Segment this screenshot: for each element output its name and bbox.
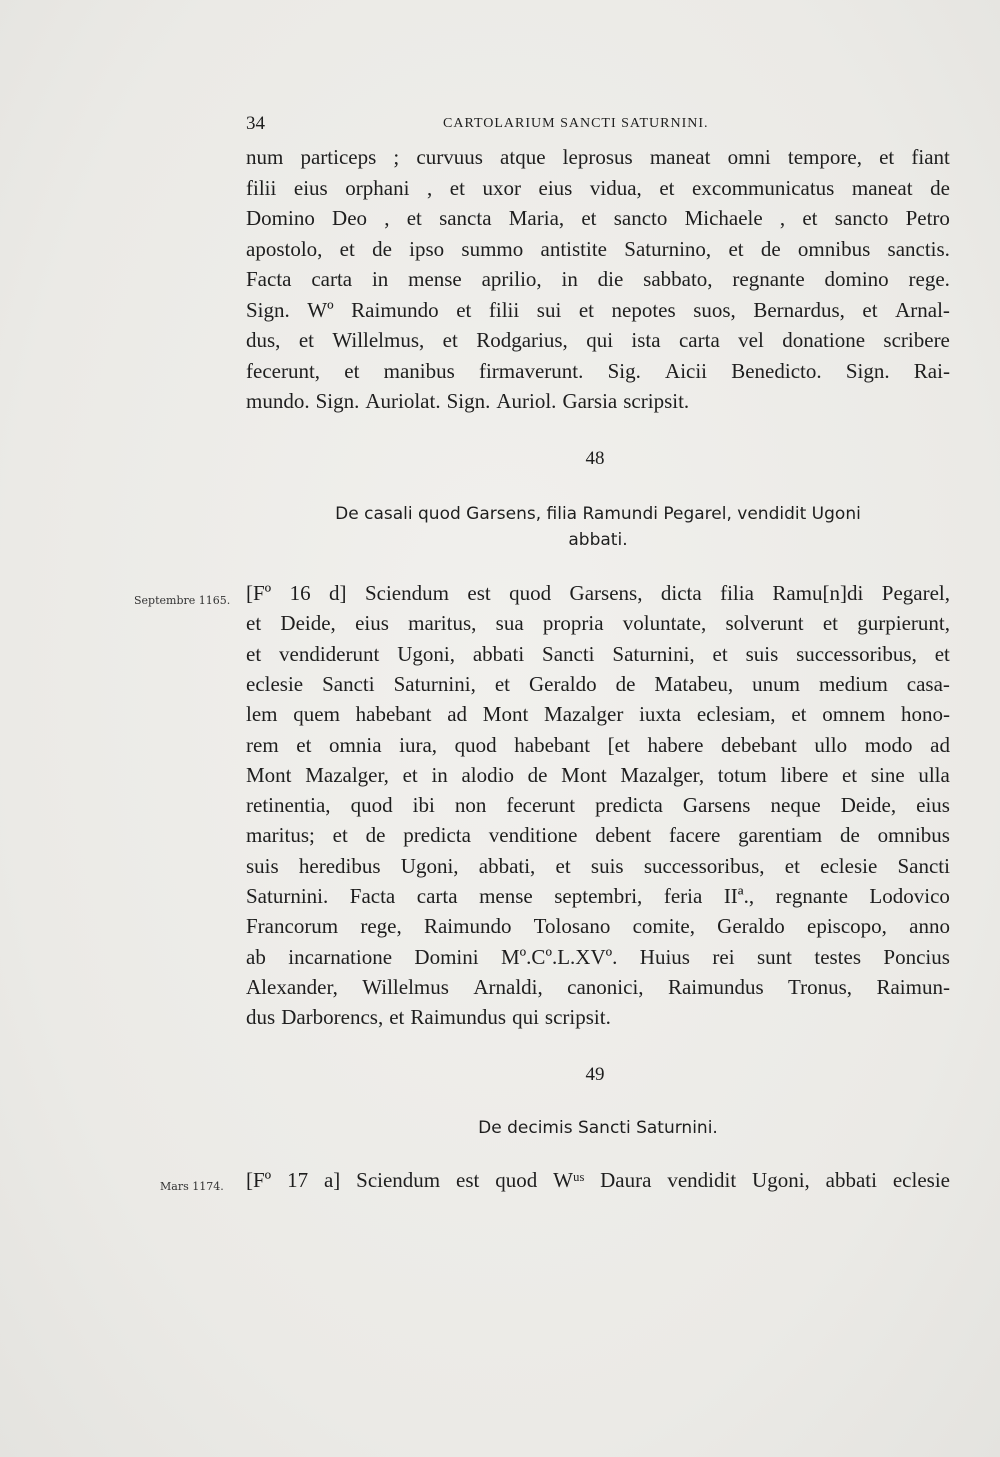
word: testes xyxy=(814,944,862,969)
word: mundo. xyxy=(246,389,310,413)
text-line xyxy=(246,639,950,669)
word: Rai- xyxy=(913,358,950,383)
word: carta xyxy=(678,328,720,352)
word: eclesie xyxy=(892,1168,950,1192)
word: Poncius xyxy=(883,944,950,969)
word: suos, xyxy=(693,297,736,322)
word: Matabeu, xyxy=(654,671,734,696)
word: Ugoni, xyxy=(400,853,459,878)
text-line xyxy=(246,295,950,325)
word: et xyxy=(712,641,728,666)
word: Raimundo xyxy=(423,914,512,939)
word: comite, xyxy=(632,914,695,939)
word: Sancti xyxy=(542,641,595,666)
word: maritus; xyxy=(246,823,315,848)
word: non xyxy=(454,793,487,818)
word: heredibus xyxy=(298,853,381,878)
word: propria xyxy=(542,611,604,636)
word: Facta xyxy=(349,884,396,908)
word: lem xyxy=(246,702,278,727)
word: et xyxy=(784,853,800,878)
word: eius xyxy=(293,175,328,200)
text-line xyxy=(246,203,950,233)
word: donatione xyxy=(782,328,866,352)
word: totum xyxy=(717,762,767,787)
word: de xyxy=(372,236,392,261)
word: summo xyxy=(461,236,524,261)
word: Mazalger, xyxy=(620,762,705,787)
running-title: CARTOLARIUM SANCTI SATURNINI. xyxy=(443,116,709,131)
word: carta xyxy=(311,267,353,291)
word: Auriol. xyxy=(496,389,557,413)
word: eius xyxy=(538,175,573,200)
word: orphani xyxy=(345,175,410,200)
word: maritus, xyxy=(408,611,477,636)
word: et xyxy=(841,762,858,787)
word: ad xyxy=(447,702,468,727)
word: sabbato, xyxy=(643,267,713,291)
word: Ugoni, xyxy=(752,1168,810,1192)
word: filia xyxy=(720,581,754,605)
word: facere xyxy=(669,823,721,848)
text-line xyxy=(246,173,950,203)
word: a] xyxy=(323,1168,341,1192)
word: omnem xyxy=(822,702,886,727)
word: Tronus, xyxy=(788,974,853,999)
word: maneat xyxy=(851,175,913,200)
word: sancta xyxy=(439,206,492,230)
word: Raimun- xyxy=(876,974,950,999)
word: ullo xyxy=(814,732,848,757)
word: et xyxy=(822,611,839,636)
word: leprosus xyxy=(562,145,633,169)
word: Sciendum xyxy=(356,1168,441,1192)
word: ipso xyxy=(409,236,445,261)
word: sine xyxy=(870,762,905,787)
word: Wᵘˢ xyxy=(553,1168,585,1192)
word: [et xyxy=(607,732,630,757)
word: domino xyxy=(824,267,889,291)
word: eius xyxy=(916,793,950,818)
word: et xyxy=(442,328,458,352)
word: qui xyxy=(586,328,614,352)
word: omnibus xyxy=(797,236,871,261)
word: eclesie xyxy=(246,671,304,696)
word: sua xyxy=(495,611,524,636)
word: eclesiam, xyxy=(696,702,776,727)
word: voluntate, xyxy=(622,611,707,636)
word: excommunicatus xyxy=(692,175,835,200)
word: et xyxy=(934,641,950,666)
word: Raimundo xyxy=(351,297,439,322)
word: et xyxy=(659,175,675,200)
word: habebant xyxy=(514,732,591,757)
word: et xyxy=(246,611,262,636)
word: ad xyxy=(930,732,950,757)
text-line xyxy=(246,386,950,416)
word: alodio xyxy=(461,762,514,787)
word: 16 xyxy=(289,581,311,605)
word: et xyxy=(862,297,878,322)
word: Raimundus xyxy=(410,1005,507,1030)
word: venditione xyxy=(488,823,578,848)
word: et xyxy=(578,297,594,322)
word: garentiam xyxy=(738,823,823,848)
word: et xyxy=(728,236,744,261)
word: Deide, xyxy=(280,611,336,636)
word: Auriolat. xyxy=(365,389,441,413)
word: scribere xyxy=(883,328,950,352)
word: Alexander, xyxy=(246,974,338,999)
word: Sciendum xyxy=(364,581,449,605)
word: Saturnino, xyxy=(624,236,712,261)
word: Domino xyxy=(246,206,315,230)
word: de xyxy=(527,762,548,787)
word: Rodgarius, xyxy=(476,328,568,352)
word: Sign. xyxy=(315,389,360,413)
text-line xyxy=(246,325,950,355)
word: sancto xyxy=(834,206,889,230)
text-line xyxy=(246,234,950,264)
word: canonici, xyxy=(567,974,644,999)
word: dus, xyxy=(246,328,281,352)
word: abbati xyxy=(825,1168,877,1192)
word: Sign. xyxy=(845,358,890,383)
word: scripsit. xyxy=(544,1005,611,1030)
word: [Fº xyxy=(246,1168,272,1192)
word: neque xyxy=(770,793,821,818)
word: de xyxy=(615,671,636,696)
word: et xyxy=(406,206,422,230)
word: qui xyxy=(512,1005,539,1030)
word: et xyxy=(449,175,465,200)
word: Mazalger, xyxy=(305,762,389,787)
word: et xyxy=(344,358,360,383)
word: modo xyxy=(864,732,913,757)
word: IIª., xyxy=(723,884,755,908)
word: solverunt xyxy=(725,611,804,636)
word: curvuus xyxy=(416,145,483,169)
word: iura, xyxy=(399,732,438,757)
text-line xyxy=(246,790,950,820)
word: die xyxy=(597,267,624,291)
word: Aicii xyxy=(665,358,708,383)
text-line xyxy=(246,851,950,881)
word: apostolo, xyxy=(246,236,323,261)
word: omni xyxy=(727,145,771,169)
word: mense xyxy=(479,884,533,908)
word: tempore, xyxy=(787,145,862,169)
word: Mont xyxy=(561,762,607,787)
word: regnante xyxy=(775,884,848,908)
word: abbati, xyxy=(478,853,536,878)
word: et xyxy=(339,236,355,261)
text-line xyxy=(246,608,950,638)
word: uxor xyxy=(482,175,521,200)
word: Mont xyxy=(482,702,529,727)
word: hono- xyxy=(900,702,950,727)
word: carta xyxy=(416,884,458,908)
word: maneat xyxy=(649,145,711,169)
word: quod xyxy=(350,793,393,818)
charter-number-49: 49 xyxy=(585,1064,605,1085)
word: manibus xyxy=(383,358,455,383)
margin-date-48: Septembre 1165. xyxy=(134,594,231,607)
text-line xyxy=(246,730,950,760)
word: ulla xyxy=(918,762,950,787)
word: et xyxy=(332,823,348,848)
word: successoribus, xyxy=(643,853,765,878)
word: Benedicto. xyxy=(731,358,822,383)
word: debebant xyxy=(721,732,797,757)
text-line xyxy=(246,820,950,850)
word: sanctis. xyxy=(887,236,950,261)
word: Sancti xyxy=(897,853,950,878)
word: suis xyxy=(745,641,779,666)
word: medium xyxy=(818,671,888,696)
word: rege, xyxy=(360,914,402,939)
word: antistite xyxy=(540,236,608,261)
word: quod xyxy=(454,732,497,757)
text-line xyxy=(246,142,950,172)
word: Geraldo xyxy=(717,914,785,939)
word: Francorum xyxy=(246,914,339,939)
word: omnibus xyxy=(877,823,950,848)
word: ista xyxy=(631,328,661,352)
word: firmaverunt. xyxy=(478,358,584,383)
word: , xyxy=(384,206,390,230)
word: Saturnini, xyxy=(393,671,476,696)
word: [Fº xyxy=(246,581,272,605)
word: abbati xyxy=(472,641,525,666)
word: predicta xyxy=(403,823,471,848)
word: anno xyxy=(909,914,950,939)
word: Darborencs, xyxy=(281,1005,384,1030)
word: Sign. xyxy=(446,389,491,413)
word: de xyxy=(760,236,781,261)
word: Michaele xyxy=(684,206,763,230)
word: Saturnini, xyxy=(612,641,695,666)
word: sunt xyxy=(756,944,792,969)
word: Bernardus, xyxy=(753,297,845,322)
word: Facta xyxy=(246,267,292,291)
text-line xyxy=(246,942,950,972)
word: dus xyxy=(246,1005,276,1030)
charter-title-48-line-2: abbati. xyxy=(568,530,628,550)
word: sancto xyxy=(613,206,668,230)
word: Mº.Cº.L.XVº. xyxy=(501,944,618,969)
word: eclesie xyxy=(820,853,878,878)
word: Mont xyxy=(246,762,292,787)
word: filii xyxy=(488,297,520,322)
word: nepotes xyxy=(611,297,676,322)
word: Saturnini. xyxy=(246,884,329,908)
word: et xyxy=(296,732,312,757)
word: eius xyxy=(355,611,389,636)
word: et xyxy=(791,702,807,727)
word: suis xyxy=(246,853,279,878)
word: Raimundus xyxy=(667,974,764,999)
word: de xyxy=(930,175,950,200)
word: est xyxy=(467,581,491,605)
word: in xyxy=(371,267,389,291)
page-number: 34 xyxy=(246,113,265,134)
word: regnante xyxy=(732,267,805,291)
word: debent xyxy=(595,823,652,848)
word: Deide, xyxy=(840,793,897,818)
word: Ramu[n]di xyxy=(772,581,864,605)
word: atque xyxy=(500,145,546,169)
word: est xyxy=(456,1168,480,1192)
text-line xyxy=(246,578,950,608)
word: et xyxy=(494,671,510,696)
word: ab xyxy=(246,944,266,969)
word: libere xyxy=(780,762,829,787)
word: et xyxy=(389,1005,405,1030)
text-line xyxy=(246,972,950,1002)
word: de xyxy=(839,823,860,848)
word: ibi xyxy=(412,793,435,818)
word: Sig. xyxy=(607,358,641,383)
word: , xyxy=(426,175,433,200)
word: dicta xyxy=(660,581,702,605)
word: vel xyxy=(738,328,764,352)
word: incarnatione xyxy=(288,944,393,969)
word: quod xyxy=(495,1168,538,1192)
word: episcopo, xyxy=(807,914,887,939)
word: et xyxy=(879,145,895,169)
word: mense xyxy=(408,267,462,291)
text-line xyxy=(246,1002,950,1032)
word: Willelmus xyxy=(362,974,449,999)
word: particeps xyxy=(300,145,377,169)
word: vendiderunt xyxy=(279,641,380,666)
charter-number-48: 48 xyxy=(585,448,605,469)
word: , xyxy=(779,206,786,230)
word: vidua, xyxy=(589,175,642,200)
word: vendidit xyxy=(667,1168,737,1192)
word: successoribus, xyxy=(796,641,917,666)
word: Willelmus, xyxy=(332,328,425,352)
word: iuxta xyxy=(639,702,682,727)
text-line xyxy=(246,669,950,699)
word: et xyxy=(555,853,571,878)
word: et xyxy=(802,206,818,230)
text-line xyxy=(246,760,950,790)
text-line xyxy=(246,911,950,941)
word: Sign. xyxy=(246,297,290,322)
word: Mazalger xyxy=(544,702,624,727)
word: unum xyxy=(752,671,800,696)
word: Sancti xyxy=(322,671,375,696)
word: suis xyxy=(590,853,624,878)
word: et xyxy=(402,762,418,787)
text-line xyxy=(246,1165,950,1195)
word: et xyxy=(456,297,472,322)
word: Maria, xyxy=(508,206,565,230)
word: Pegarel, xyxy=(881,581,950,605)
word: Ugoni, xyxy=(397,641,455,666)
word: quod xyxy=(509,581,552,605)
word: ; xyxy=(393,145,400,169)
word: rege. xyxy=(908,267,950,291)
word: et xyxy=(246,641,262,666)
word: Arnal- xyxy=(895,297,950,322)
word: Tolosano xyxy=(533,914,611,939)
word: Deo xyxy=(332,206,368,230)
word: Daura xyxy=(600,1168,652,1192)
word: rei xyxy=(712,944,735,969)
word: quem xyxy=(293,702,340,727)
text-line xyxy=(246,699,950,729)
text-line xyxy=(246,356,950,386)
word: fiant xyxy=(911,145,950,169)
word: d] xyxy=(329,581,347,605)
word: fecerunt xyxy=(506,793,576,818)
word: feria xyxy=(663,884,703,908)
word: Lodovico xyxy=(869,884,950,908)
word: de xyxy=(365,823,386,848)
word: aprilio, xyxy=(481,267,542,291)
word: Garsens, xyxy=(569,581,643,605)
word: et xyxy=(581,206,597,230)
word: sui xyxy=(536,297,562,322)
word: Garsens xyxy=(682,793,751,818)
text-line xyxy=(246,881,950,911)
word: fecerunt, xyxy=(246,358,321,383)
text-line xyxy=(246,264,950,294)
word: Arnaldi, xyxy=(473,974,543,999)
word: predicta xyxy=(595,793,663,818)
page-header xyxy=(246,113,946,137)
word: scripsit. xyxy=(623,389,690,413)
word: septembri, xyxy=(554,884,643,908)
word: gurpierunt, xyxy=(857,611,950,636)
word: 17 xyxy=(287,1168,309,1192)
charter-title-48 xyxy=(246,501,950,553)
word: Geraldo xyxy=(528,671,597,696)
word: Huius xyxy=(639,944,690,969)
word: in xyxy=(431,762,448,787)
word: in xyxy=(561,267,578,291)
word: habebant xyxy=(355,702,432,727)
word: Wº xyxy=(307,297,334,322)
charter-title-49: De decimis Sancti Saturnini. xyxy=(478,1118,718,1138)
word: num xyxy=(246,145,284,169)
word: omnia xyxy=(329,732,382,757)
word: et xyxy=(298,328,314,352)
charter-title-48-line-1: De casali quod Garsens, filia Ramundi Pegarel, vendidit Ugoni xyxy=(335,504,861,524)
margin-date-49: Mars 1174. xyxy=(160,1180,224,1193)
word: Domini xyxy=(414,944,479,969)
word: casa- xyxy=(906,671,950,696)
word: retinentia, xyxy=(246,793,331,818)
word: habere xyxy=(647,732,704,757)
word: Petro xyxy=(905,206,950,230)
word: Garsia xyxy=(562,389,618,413)
word: filii xyxy=(246,175,277,200)
word: rem xyxy=(246,732,279,757)
